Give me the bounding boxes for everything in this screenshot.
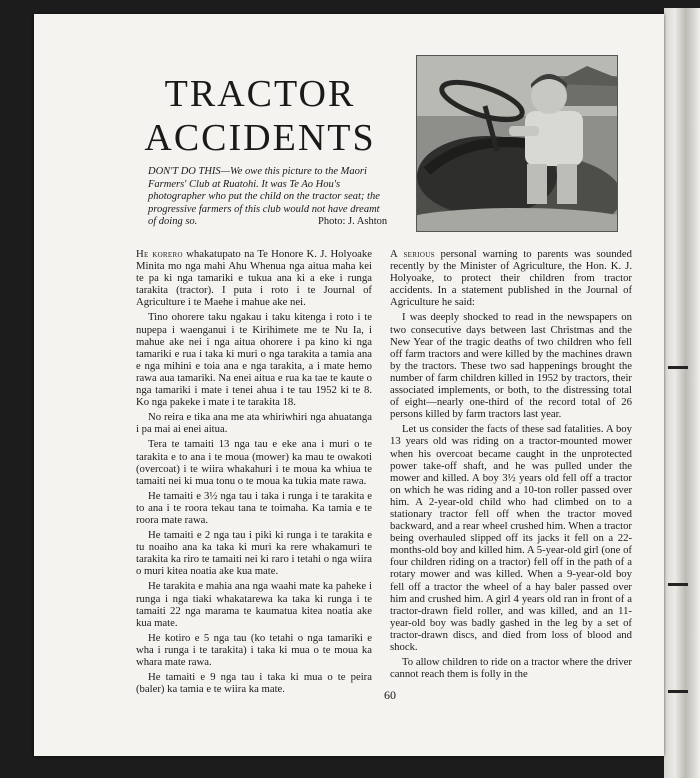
- lead-word: He korero: [136, 248, 183, 260]
- photo-credit: Photo: J. Ashton: [318, 216, 388, 227]
- paragraph: No reira e tika ana me ata whiriwhiri nga ahuatanga i pa mai ai enei aitua.: [136, 411, 372, 436]
- paragraph: He tamaiti e 2 nga tau i piki ki runga i te tarakita e tu noaiho ana ka taka ki muri ka rere whakamuri te tarakita ka riro te tamaiti nei ki raro i tetahi o nga wiira o muri kitea noatia ake kua mate.: [136, 529, 372, 578]
- paragraph: He tarakita e mahia ana nga waahi mate ka paheke i runga i nga tiaki whakatarewa ka taka ki runga i te tamaiti 22 nga marama te kaumatua kitea noatia ake kua mate.: [136, 580, 372, 629]
- paragraph: Tino ohorere taku ngakau i taku kitenga i roto i te nupepa i waenganui i te Kirihimete me te Nu Ia, i mahue ake nei i nga aitua ohorere i pa kino ki nga tamariki e rua i taka ki muri o nga tarakita a tamia ana e nga mihini e toia ana e nga tarakita, a i mate hemo rawa aua tamariki. Na enei aitua e rua ka tae te kaute o nga tamariki i mate i tenei ahua i te tau 1952 ki te 8. Ko nga pakeke i mate i te tarakita 18.: [136, 311, 372, 409]
- paragraph: Tera te tamaiti 13 nga tau e eke ana i muri o te tarakita e to ana i te moua (mower) ka mau te owakoti (overcoat) i te wiira whakahuri i te moua ka whiua te tamaiti nei ki mua tonu o te moua ka tukia mate rawa.: [136, 438, 372, 487]
- paragraph: He tamaiti e 3½ nga tau i taka i runga i te tarakita e to ana i te roora tekau tana te toimaha. Ka tamia e te roora mate rawa.: [136, 489, 372, 526]
- paragraph: He tamaiti e 9 nga tau i taka ki mua o te peira (baler) ka tamia e te wiira ka mate.: [136, 671, 372, 696]
- paragraph: He korero whakatupato na Te Honore K. J. Holyoake Minita mo nga mahi Ahu Whenua nga aitua maha kei te pa ki nga tamariki e tukua ana ki a eke i runga tarakita (tractor). I puta i roto i te Journal of Agriculture i te Maehe i mahue ake nei.: [136, 248, 372, 309]
- paragraph: I was deeply shocked to read in the newspapers on two consecutive days between last Christmas and the New Year of the tragic deaths of two children who fell off farm tractors and were killed by the machines drawn by the tractors. These two sad happenings brought the number of farm children killed in 1952 by tractors, their associated implements, or both, to the distressing total of eight—nearly one-third of the record total of 26 persons killed by farm tractors last year.: [390, 311, 632, 421]
- title-line-2: ACCIDENTS: [144, 117, 376, 159]
- caption-text: —We owe this picture to the Maori Farmers' Club at Ruatohi. It was Te Ao Hou's photographer who put the child on the tractor seat; the progressive farmers of this club would not have dreamt of doing so.: [148, 166, 380, 228]
- tractor-photo: [416, 55, 618, 232]
- page-number: 60: [384, 688, 396, 702]
- paragraph: A serious personal warning to parents was sounded recently by the Minister of Agriculture, the Hon. K. J. Holyoake, to protect their children from tractor accidents. In a statement published in the Journal of Agriculture he said:: [390, 248, 632, 309]
- book-spine: [664, 8, 700, 778]
- paragraph: Let us consider the facts of these sad fatalities. A boy 13 years old was riding on a tractor-mounted mower when his overcoat became caught in the unprotected power take-off shaft, and he was pulled under the mower and killed. A boy 3½ years old fell off a tractor on which he was riding and a 10-ton roller passed over him. A 2-year-old child who had climbed on to a stationary tractor fell off when the tractor moved backward, and a rear wheel crushed him. When a tractor being overhauled slipped off its jacks it fell on a 22-months-old boy and killed him. A 5-year-old girl (one of four children riding on a tractor) fell off in the path of a rotary mower and was killed. When a 9-year-old boy fell off a tractor the wheel of a hay baler passed over him and crushed him. A girl 4 years old ran in front of a tractor-drawn field roller, and was killed, and an 11-year-old boy was badly gashed in the leg by a set of tractor-drawn discs, and died from loss of blood and shock.: [390, 423, 632, 653]
- maori-column: [136, 248, 372, 698]
- spine-mark: [668, 690, 688, 693]
- paragraph: He kotiro e 5 nga tau (ko tetahi o nga tamariki e wha i runga i te tarakita) i taka ki mua o te moua ka whara mate rawa.: [136, 631, 372, 668]
- english-column: [390, 248, 632, 683]
- lead-word: A serious: [390, 248, 435, 260]
- spine-mark: [668, 366, 688, 369]
- spine-mark: [668, 583, 688, 586]
- title-line-1: TRACTOR: [164, 73, 356, 115]
- caption-lead: DON'T DO THIS: [148, 166, 221, 177]
- photo-child-on-tractor: [417, 56, 617, 231]
- paragraph: To allow children to ride on a tractor where the driver cannot reach them is folly in the: [390, 656, 632, 681]
- article-title: [125, 72, 395, 160]
